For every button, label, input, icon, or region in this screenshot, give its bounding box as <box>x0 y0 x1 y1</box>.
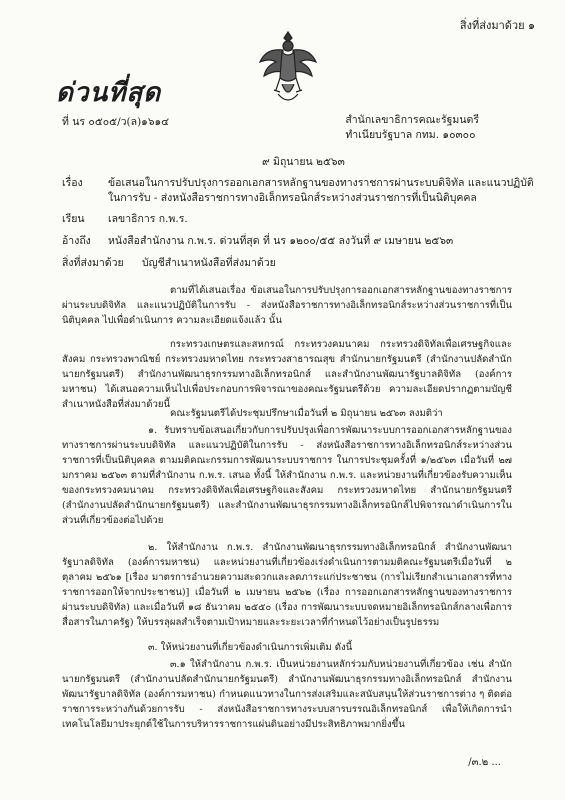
subject-label: เรื่อง <box>62 177 83 189</box>
enclosure-field-label: สิ่งที่ส่งมาด้วย <box>62 257 124 269</box>
enclosure-label: สิ่งที่ส่งมาด้วย ๑ <box>459 19 535 32</box>
resolution-item-2 <box>62 540 512 630</box>
resolution-item-1 <box>62 423 512 528</box>
next-page-reference: /๓.๒ ... <box>468 757 501 768</box>
paragraph-cabinet <box>62 406 512 421</box>
resolution-item-3-1 <box>62 657 512 732</box>
paragraph-1: ตามที่ได้เสนอเรื่อง ข้อเสนอในการปรับปรุงการออกเอกสารหลักฐานของทางราชการผ่านระบบดิจิทัล และแนวปฏิบัติในการรับ - ส่งหนังสือราชการทางอิเล็กทรอนิกส์ระหว่างส่วนราชการที่เป็นนิติบุคคล ไปเพื่อดำเนินการ ความละเอียดแจ้งแล้ว นั้น <box>62 285 512 326</box>
resolution-item-3 <box>62 640 512 655</box>
garuda-emblem-icon <box>256 28 320 108</box>
paragraph-agencies <box>62 337 512 412</box>
reference-row <box>62 234 538 250</box>
office-name: สำนักเลขาธิการคณะรัฐมนตรี <box>345 114 479 126</box>
to-label: เรียน <box>62 213 85 225</box>
document-date: ๙ มิถุนายน ๒๕๖๓ <box>262 156 345 168</box>
urgent-label: ด่วนที่สุด <box>56 78 162 108</box>
to-value: เลขาธิการ ก.พ.ร. <box>108 213 188 225</box>
paragraph-4: ๑. รับทราบข้อเสนอเกี่ยวกับการปรับปรุงเพื่อการพัฒนาระบบการออกเอกสารหลักฐานของทางราชการผ่านระบบดิจิทัล และแนวปฏิบัติในการรับ - ส่งหนังสือราชการทางอิเล็กทรอนิกส์ระหว่างส่วนราชการที่เป็นนิติบุคคล ตามมติคณะกรรมการพัฒนาระบบราชการ ในการประชุมครั้งที่ ๑/๒๕๖๓ เมื่อวันที่ ๒๗ มกราคม ๒๕๖๓ ตามที่สำนักงาน ก.พ.ร. เสนอ ทั้งนี้ ให้สำนักงาน ก.พ.ร. และหน่วยงานที่เกี่ยวข้องรับความเห็นของกระทรวงคมนาคม กระทรวงดิจิทัลเพื่อเศรษฐกิจและสังคม กระทรวงมหาดไทย สำนักนายกรัฐมนตรี (สำนักงานปลัดสำนักนายกรัฐมนตรี) และสำนักงานพัฒนาธุรกรรมทางอิเล็กทรอนิกส์ไปพิจารณาดำเนินการในส่วนที่เกี่ยวข้องต่อไปด้วย <box>62 425 512 526</box>
reference-value: หนังสือสำนักงาน ก.พ.ร. ด่วนที่สุด ที่ นร ๑๒๐๐/๕๕ ลงวันที่ ๙ เมษายน ๒๕๖๓ <box>108 235 454 247</box>
paragraph-2: กระทรวงเกษตรและสหกรณ์ กระทรวงคมนาคม กระทรวงดิจิทัลเพื่อเศรษฐกิจและสังคม กระทรวงพาณิชย์ กระทรวงมหาดไทย กระทรวงสาธารณสุข สำนักนายกรัฐมนตรี (สำนักงานปลัดสำนักนายกรัฐมนตรี) สำนักงานพัฒนาธุรกรรมทางอิเล็กทรอนิกส์ และสำนักงานพัฒนารัฐบาลดิจิทัล (องค์การมหาชน) ได้เสนอความเห็นไปเพื่อประกอบการพิจารณาของคณะรัฐมนตรีด้วย ความละเอียดปรากฏตามบัญชีสำเนาหนังสือที่ส่งมาด้วยนี้ <box>62 339 512 410</box>
reference-label: อ้างถึง <box>62 235 91 247</box>
paragraph-5: ๒. ให้สำนักงาน ก.พ.ร. สำนักงานพัฒนาธุรกรรมทางอิเล็กทรอนิกส์ สำนักงานพัฒนารัฐบาลดิจิทัล (องค์การมหาชน) และหน่วยงานที่เกี่ยวข้องเร่งดำเนินการตามมติคณะรัฐมนตรีเมื่อวันที่ ๒ ตุลาคม ๒๕๖๑ [เรื่อง มาตรการอำนวยความสะดวกและลดภาระแก่ประชาชน (การไม่เรียกสำเนาเอกสารที่ทางราชการออกให้จากประชาชน)] เมื่อวันที่ ๒ เมษายน ๒๕๖๒ (เรื่อง การออกเอกสารหลักฐานของทางราชการผ่านระบบดิจิทัล) และเมื่อวันที่ ๑๘ ธันวาคม ๒๕๕๐ (เรื่อง การพัฒนาระบบจดหมายอิเล็กทรอนิกส์กลางเพื่อการสื่อสารในภาครัฐ) ให้บรรลุผลสำเร็จตามเป้าหมายและระยะเวลาที่กำหนดไว้อย่างเป็นรูปธรรม <box>62 542 512 628</box>
office-address: ทำเนียบรัฐบาล กทม. ๑๐๓๐๐ <box>345 129 476 141</box>
paragraph-3: คณะรัฐมนตรีได้ประชุมปรึกษาเมื่อวันที่ ๒ มิถุนายน ๒๕๖๓ ลงมติว่า <box>170 408 443 419</box>
paragraph-7: ๓.๑ ให้สำนักงาน ก.พ.ร. เป็นหน่วยงานหลักร่วมกับหน่วยงานที่เกี่ยวข้อง เช่น สำนักนายกรัฐมนตรี (สำนักงานปลัดสำนักนายกรัฐมนตรี) สำนักงานพัฒนาธุรกรรมทางอิเล็กทรอนิกส์ สำนักงานพัฒนารัฐบาลดิจิทัล (องค์การมหาชน) กำหนดแนวทางในการส่งเสริมและสนับสนุนให้ส่วนราชการต่าง ๆ ติดต่อราชการระหว่างกันด้วยการรับ - ส่งหนังสือราชการทางระบบสารบรรณอิเล็กทรอนิกส์ เพื่อให้เกิดการนำเทคโนโลยีมาประยุกต์ใช้ในการบริหารราชการแผ่นดินอย่างมีประสิทธิภาพมากยิ่งขึ้น <box>62 659 512 730</box>
document-number: ที่ นร ๐๕๐๕/ว(ล)๑๖๑๔ <box>62 116 170 128</box>
subject-value: ข้อเสนอในการปรับปรุงการออกเอกสารหลักฐานของทางราชการผ่านระบบดิจิทัล และแนวปฏิบัติในการรับ - ส่งหนังสือราชการทางอิเล็กทรอนิกส์ระหว่างส่วนราชการที่เป็นนิติบุคคล <box>108 177 534 204</box>
enclosure-field-value: บัญชีสำเนาหนังสือที่ส่งมาด้วย <box>142 257 276 269</box>
paragraph-intro <box>62 283 512 328</box>
paragraph-6: ๓. ให้หน่วยงานที่เกี่ยวข้องดำเนินการเพิ่มเติม ดังนี้ <box>148 642 353 653</box>
enclosure-row <box>62 256 538 272</box>
issuing-office <box>345 113 479 143</box>
to-row <box>62 212 538 228</box>
subject-row <box>62 176 538 208</box>
